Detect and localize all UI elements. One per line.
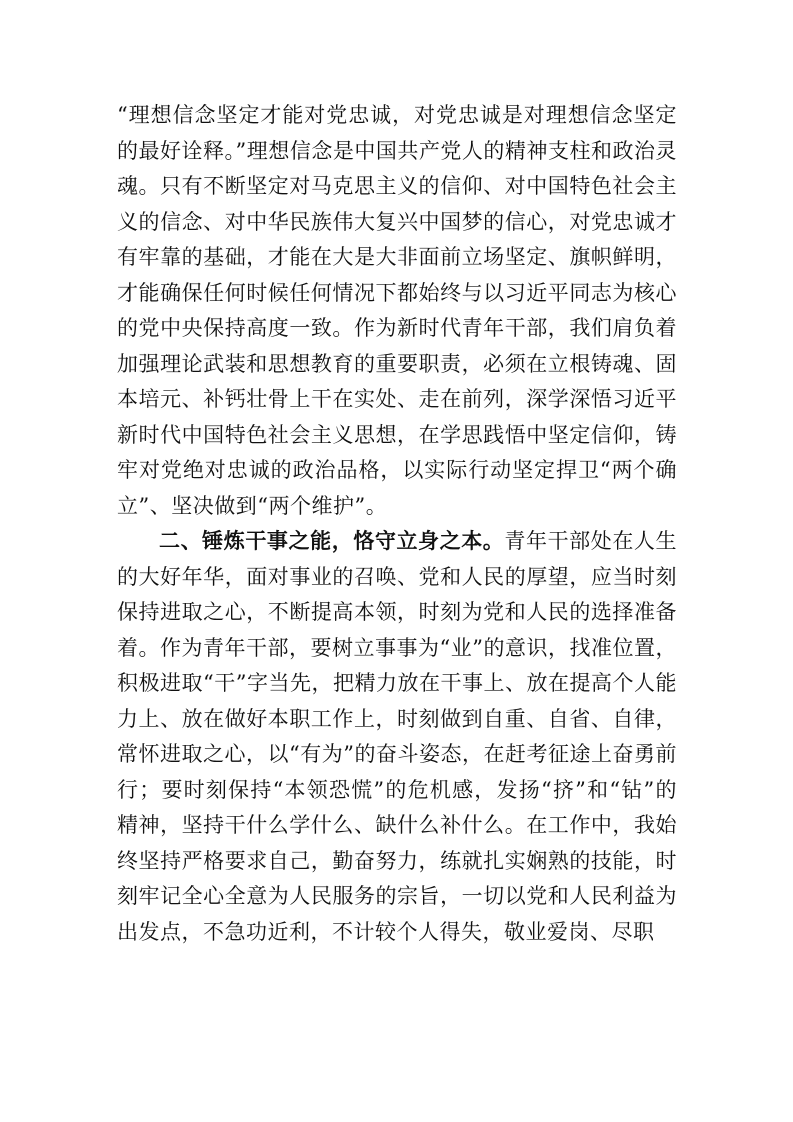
- paragraph-ideals: “理想信念坚定才能对党忠诚，对党忠诚是对理想信念坚定的最好诠释。”理想信念是中国共产党人的精神支柱和政治灵魂。只有不断坚定对马克思主义的信仰、对中国特色社会主义的信念、对中华民族伟大复兴中国梦的信心，对党忠诚才有牢靠的基础，才能在大是大非面前立场坚定、旗帜鲜明，才能确保任何时候任何情况下都始终与以习近平同志为核心的党中央保持高度一致。作为新时代青年干部，我们肩负着加强理论武装和思想教育的重要职责，必须在立根铸魂、固本培元、补钙壮骨上干在实处、走在前列，深学深悟习近平新时代中国特色社会主义思想，在学思践悟中坚定信仰，铸牢对党绝对忠诚的政治品格，以实际行动坚定捍卫“两个确立”、坚决做到“两个维护”。: [117, 103, 677, 518]
- paragraph-section-2: [117, 524, 677, 950]
- section-heading: 二、锤炼干事之能，恪守立身之本。: [159, 529, 505, 553]
- section-body: 青年干部处在人生的大好年华，面对事业的召唤、党和人民的厚望，应当时刻保持进取之心，不断提高本领，时刻为党和人民的选择准备着。作为青年干部，要树立事事为“业”的意识，找准位置，积极进取“干”字当先，把精力放在干事上、放在提高个人能力上、放在做好本职工作上，时刻做到自重、自省、自律，常怀进取之心，以“有为”的奋斗姿态，在赶考征途上奋勇前行；要时刻保持“本领恐慌”的危机感，发扬“挤”和“钻”的精神，坚持干什么学什么、缺什么补什么。在工作中，我始终坚持严格要求自己，勤奋努力，练就扎实娴熟的技能，时刻牢记全心全意为人民服务的宗旨，一切以党和人民利益为出发点，不急功近利，不计较个人得失，敬业爱岗、尽职: [117, 529, 677, 944]
- document-body: [117, 98, 677, 950]
